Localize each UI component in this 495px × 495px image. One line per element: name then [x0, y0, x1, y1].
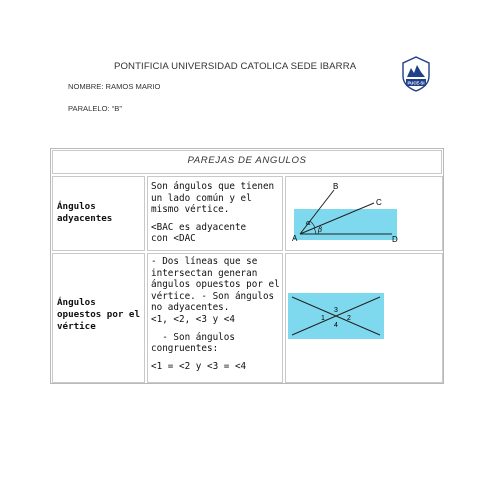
point-d-label: D	[392, 235, 398, 243]
row-opposite-term-cell	[52, 253, 145, 383]
row-opposite-figure-cell	[285, 253, 443, 383]
paralelo-line: PARALELO: “B”	[68, 104, 122, 113]
angle-1-label: 1	[321, 315, 325, 322]
term-adjacent: Ángulos adyacentes	[57, 201, 113, 224]
angle-3-label: 3	[334, 307, 338, 314]
desc-opposite: - Dos líneas que se intersectan generan ángulos opuestos por el vértice. - Son ángulos no adyacentes. <1, <2, <3 y <4 - Son ángulos congruentes: <1 = <2 y <3 = <4	[151, 256, 280, 372]
point-a-label: A	[292, 234, 298, 243]
term-opposite: Ángulos opuestos por el vértice	[57, 297, 140, 332]
angle-2-label: 2	[347, 315, 351, 322]
student-name-line: NOMBRE: RAMOS MARIO	[68, 82, 161, 91]
row-adjacent-term-cell	[52, 176, 145, 251]
adjacent-angles-figure	[288, 180, 402, 243]
alpha-label: α	[306, 219, 311, 227]
angle-pairs-table	[50, 148, 444, 384]
desc-adjacent: Son ángulos que tienen un lado común y el mismo vértice. <BAC es adyacente con <DAC	[151, 181, 275, 245]
table-title-cell	[52, 150, 442, 174]
table-title: PAREJAS DE ANGULOS	[187, 155, 307, 166]
opposite-angles-figure	[288, 293, 384, 339]
university-logo	[401, 56, 431, 92]
row-adjacent-desc-cell	[147, 176, 283, 251]
institution-title: PONTIFICIA UNIVERSIDAD CATOLICA SEDE IBARRA	[114, 61, 357, 72]
row-opposite-desc-cell	[147, 253, 283, 383]
point-b-label: B	[333, 182, 339, 191]
row-adjacent-figure-cell	[285, 176, 443, 251]
point-c-label: C	[376, 198, 382, 207]
beta-label: β	[318, 226, 323, 234]
logo-text: PUCE-SI	[407, 80, 425, 86]
angle-4-label: 4	[334, 322, 338, 329]
